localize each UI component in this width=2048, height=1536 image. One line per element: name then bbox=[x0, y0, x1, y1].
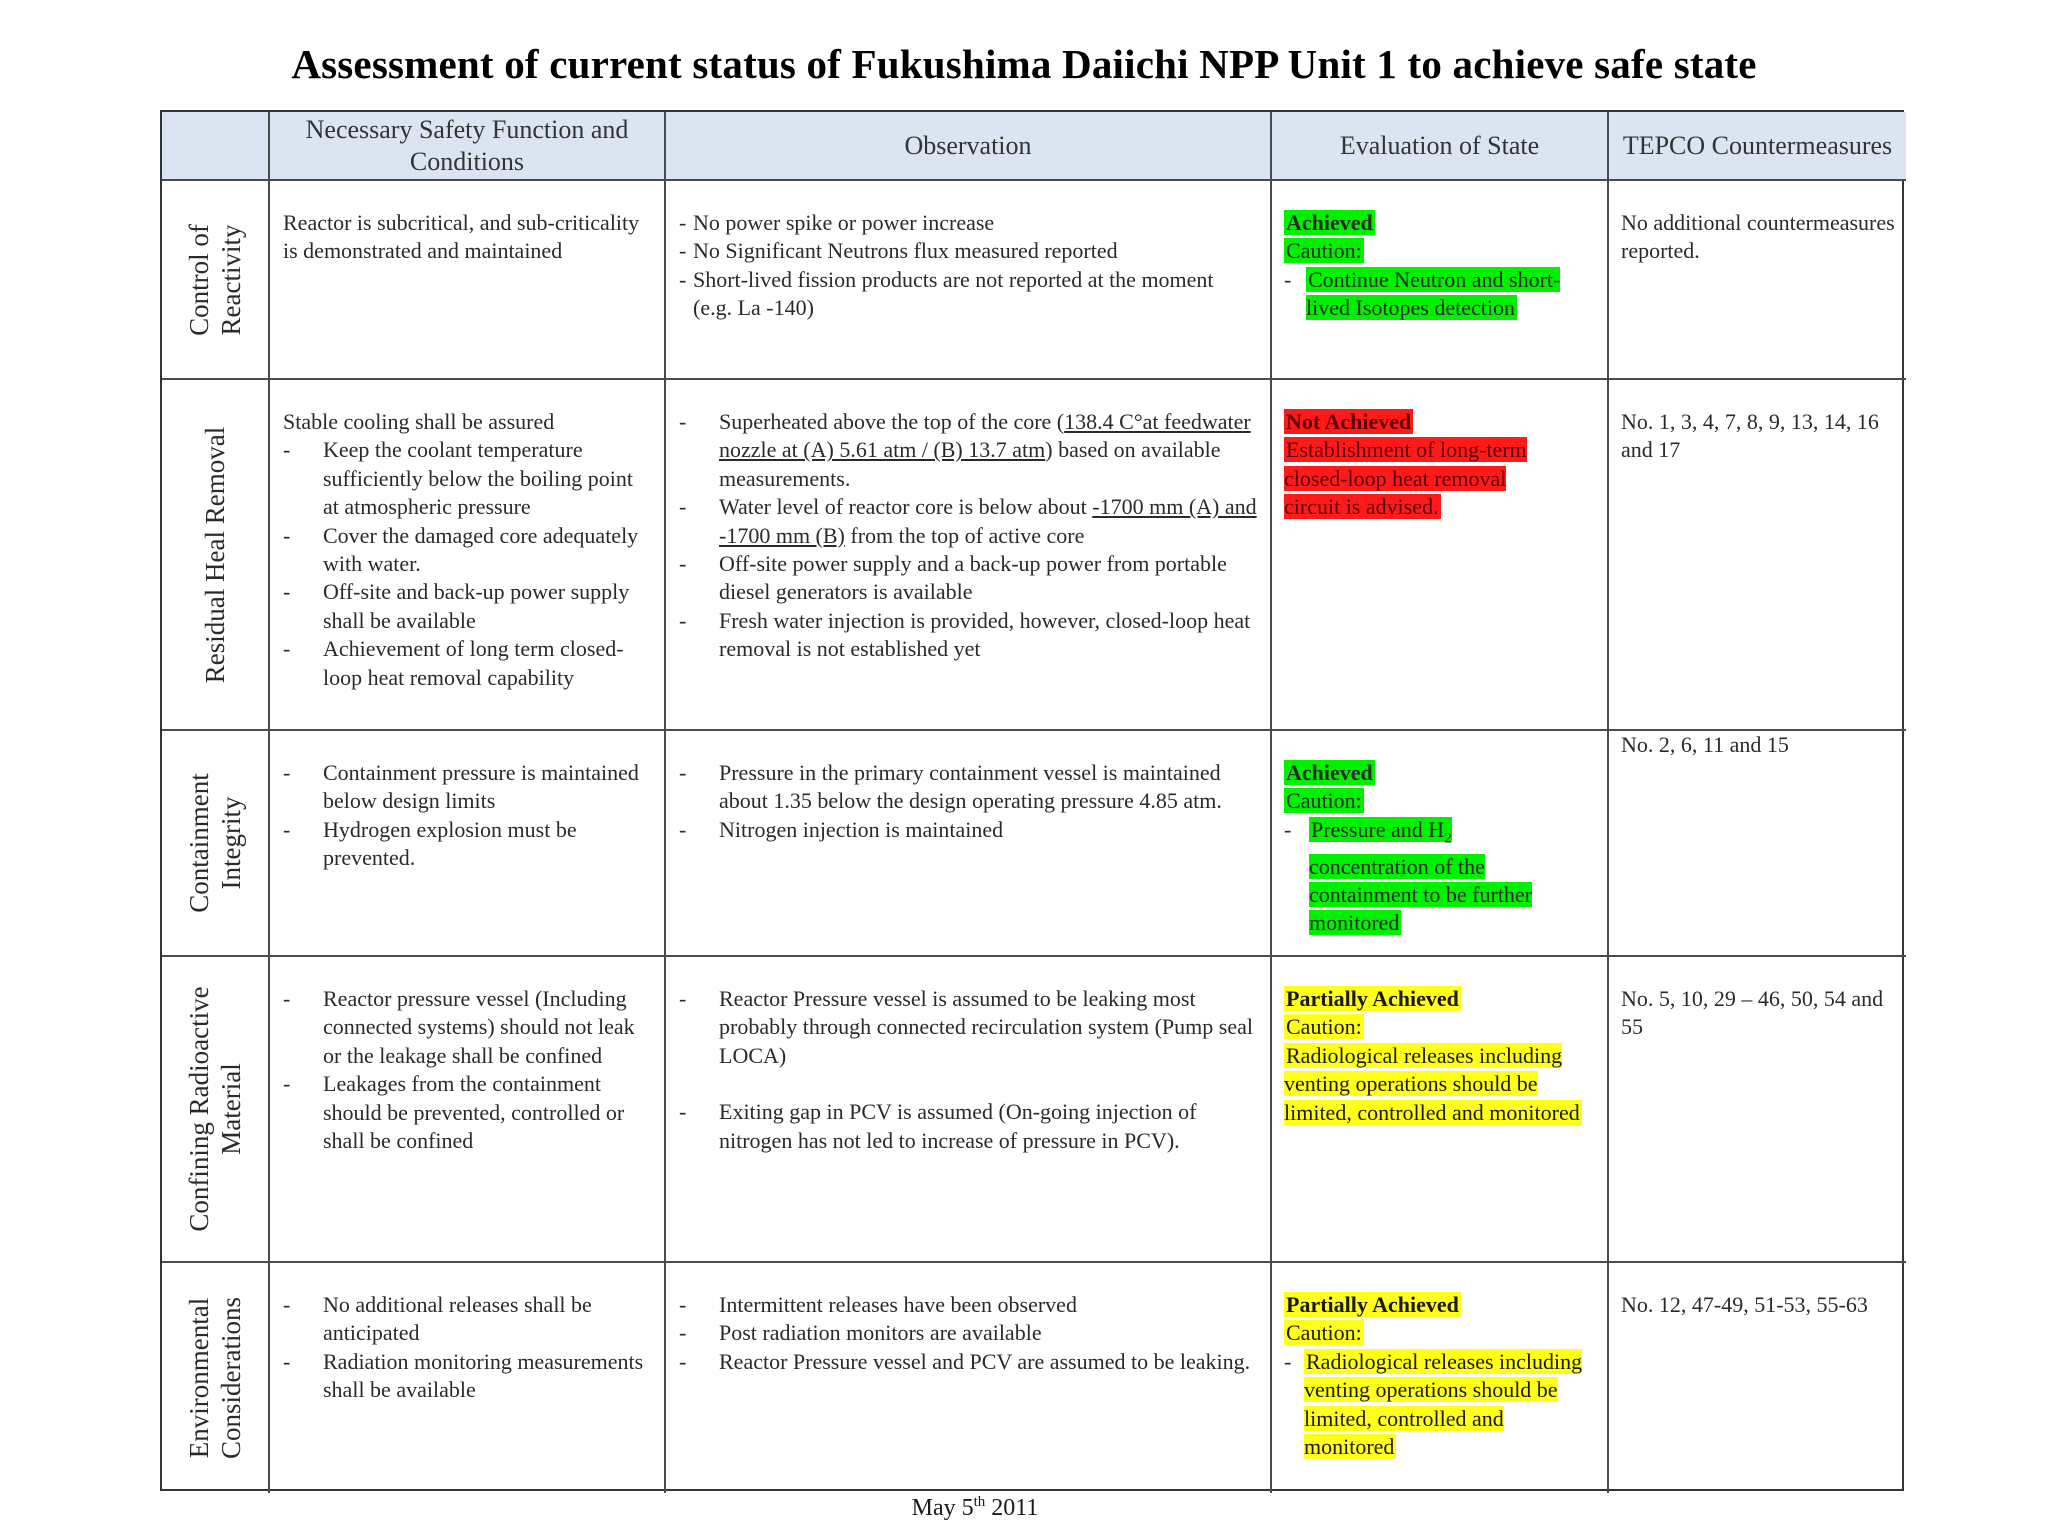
observation-item: - Fresh water injection is provided, however, closed-loop heat removal is not established yet bbox=[679, 607, 1251, 662]
conditions-cell bbox=[270, 731, 666, 957]
tepco-countermeasures: No. 5, 10, 29 – 46, 50, 54 and 55 bbox=[1621, 986, 1884, 1040]
observation-item: - Pressure in the primary containment vessel is maintained about 1.35 below the design operating pressure 4.85 atm. bbox=[679, 760, 1222, 814]
condition-item: - Keep the coolant temperature sufficiently below the boiling point at atmospheric pressure bbox=[283, 437, 633, 520]
observation-item: - Off-site power supply and a back-up power from portable diesel generators is available bbox=[679, 551, 1227, 605]
condition-item: - Radiation monitoring measurements shall be available bbox=[283, 1348, 644, 1403]
tepco-cell bbox=[1609, 380, 1906, 731]
observation-cell bbox=[666, 181, 1272, 380]
conditions-cell bbox=[270, 181, 666, 380]
observation-item: - No power spike or power increase bbox=[679, 210, 995, 235]
header-observation: Observation bbox=[666, 112, 1272, 181]
observation-item: - Nitrogen injection is maintained bbox=[679, 816, 1004, 842]
condition-item: - Cover the damaged core adequately with water. bbox=[283, 522, 639, 577]
caution-label: Caution: bbox=[1286, 1320, 1362, 1346]
evaluation-cell bbox=[1272, 731, 1609, 957]
caution-item: - Continue Neutron and short-lived Isotopes detection bbox=[1284, 266, 1561, 321]
category-control-of-reactivity bbox=[162, 181, 270, 380]
category-label: Residual Heal Removal bbox=[200, 426, 230, 683]
assessment-table bbox=[160, 110, 1904, 1491]
evaluation-note: Establishment of long-term closed-loop heat removal circuit is advised. bbox=[1284, 437, 1527, 520]
status-badge: Achieved bbox=[1286, 760, 1373, 785]
condition-item: - Achievement of long term closed-loop heat removal capability bbox=[283, 636, 624, 690]
conditions-cell bbox=[270, 1263, 666, 1493]
category-confining-radioactive-material bbox=[162, 957, 270, 1263]
category-label: Control of Reactivity bbox=[184, 223, 246, 336]
conditions-intro: Stable cooling shall be assured bbox=[283, 409, 555, 434]
observation-item: - Short-lived fission products are not reported at the moment (e.g. La -140) bbox=[679, 266, 1214, 321]
observation-item: - Post radiation monitors are available bbox=[679, 1320, 1042, 1346]
observation-item: - No Significant Neutrons flux measured reported bbox=[679, 238, 1118, 264]
tepco-cell bbox=[1609, 1263, 1906, 1493]
tepco-cell bbox=[1609, 731, 1906, 957]
footer-date: May 5th 2011 bbox=[911, 1494, 1039, 1521]
observation-item: - Intermittent releases have been observed bbox=[679, 1292, 1077, 1317]
category-containment-integrity bbox=[162, 731, 270, 957]
tepco-countermeasures: No additional countermeasures reported. bbox=[1621, 210, 1895, 264]
caution-label: Caution: bbox=[1286, 1014, 1362, 1040]
evaluation-cell bbox=[1272, 181, 1609, 380]
category-residual-heat-removal bbox=[162, 380, 270, 731]
observation-item: - Reactor Pressure vessel is assumed to be leaking most probably through connected recirculation system (Pump seal LOCA) bbox=[679, 986, 1253, 1068]
caution-item: - Pressure and $H_2$ concentration of the containment to be further monitored bbox=[1284, 816, 1532, 936]
category-label: Containment Integrity bbox=[184, 773, 246, 913]
observation-item: - Exiting gap in PCV is assumed (On-going injection of nitrogen has not led to increase of pressure in PCV). bbox=[679, 1099, 1197, 1153]
tepco-countermeasures: No. 1, 3, 4, 7, 8, 9, 13, 14, 16 and 17 bbox=[1621, 409, 1879, 463]
caution-item: - Radiological releases including venting operations should be limited, controlled and monitored bbox=[1284, 1348, 1583, 1460]
evaluation-cell bbox=[1272, 957, 1609, 1263]
observation-item: - Water level of reactor core is below about -1700 mm (A) and -1700 mm (B) from the top of active core bbox=[679, 494, 1257, 548]
observation-cell bbox=[666, 1263, 1272, 1493]
caution-label: Caution: bbox=[1286, 238, 1362, 264]
caution-text: Radiological releases including venting operations should be limited, controlled and monitored bbox=[1284, 1042, 1580, 1125]
tepco-countermeasures: No. 12, 47-49, 51-53, 55-63 bbox=[1621, 1292, 1868, 1317]
status-badge: Not Achieved bbox=[1286, 409, 1412, 434]
tepco-cell bbox=[1609, 957, 1906, 1263]
status-badge: Partially Achieved bbox=[1286, 986, 1459, 1011]
conditions-text: Reactor is subcritical, and sub-criticality is demonstrated and maintained bbox=[283, 210, 640, 264]
conditions-cell bbox=[270, 957, 666, 1263]
tepco-cell bbox=[1609, 181, 1906, 380]
condition-item: - Leakages from the containment should be prevented, controlled or shall be confined bbox=[283, 1071, 625, 1154]
condition-item: - Hydrogen explosion must be prevented. bbox=[283, 816, 577, 871]
conditions-cell bbox=[270, 380, 666, 731]
status-badge: Partially Achieved bbox=[1286, 1292, 1459, 1317]
header-category bbox=[162, 112, 270, 181]
category-environmental-considerations bbox=[162, 1263, 270, 1493]
observation-cell bbox=[666, 380, 1272, 731]
document-title: Assessment of current status of Fukushima Daiichi NPP Unit 1 to achieve safe state bbox=[291, 41, 1757, 87]
header-tepco: TEPCO Countermeasures bbox=[1609, 112, 1906, 181]
evaluation-cell bbox=[1272, 1263, 1609, 1493]
condition-item: - Off-site and back-up power supply shall be available bbox=[283, 579, 630, 633]
condition-item: - Reactor pressure vessel (Including connected systems) should not leak or the leakage shall be confined bbox=[283, 986, 635, 1068]
condition-item: - No additional releases shall be anticipated bbox=[283, 1292, 592, 1346]
condition-item: - Containment pressure is maintained below design limits bbox=[283, 760, 639, 814]
evaluation-cell bbox=[1272, 380, 1609, 731]
observation-item: - Reactor Pressure vessel and PCV are assumed to be leaking. bbox=[679, 1348, 1251, 1374]
observation-cell bbox=[666, 957, 1272, 1263]
status-badge: Achieved bbox=[1286, 210, 1373, 235]
observation-item: - Superheated above the top of the core (138.4 C°at feedwater nozzle at (A) 5.61 atm / (B) 13.7 atm) based on available measurements. bbox=[679, 409, 1251, 491]
observation-cell bbox=[666, 731, 1272, 957]
caution-label: Caution: bbox=[1286, 788, 1362, 814]
header-evaluation: Evaluation of State bbox=[1272, 112, 1609, 181]
header-safety-function: Necessary Safety Function and Conditions bbox=[270, 112, 666, 181]
category-label: Confining Radioactive Material bbox=[184, 986, 246, 1232]
tepco-countermeasures: No. 2, 6, 11 and 15 bbox=[1621, 732, 1789, 757]
category-label: Environmental Considerations bbox=[184, 1297, 246, 1459]
